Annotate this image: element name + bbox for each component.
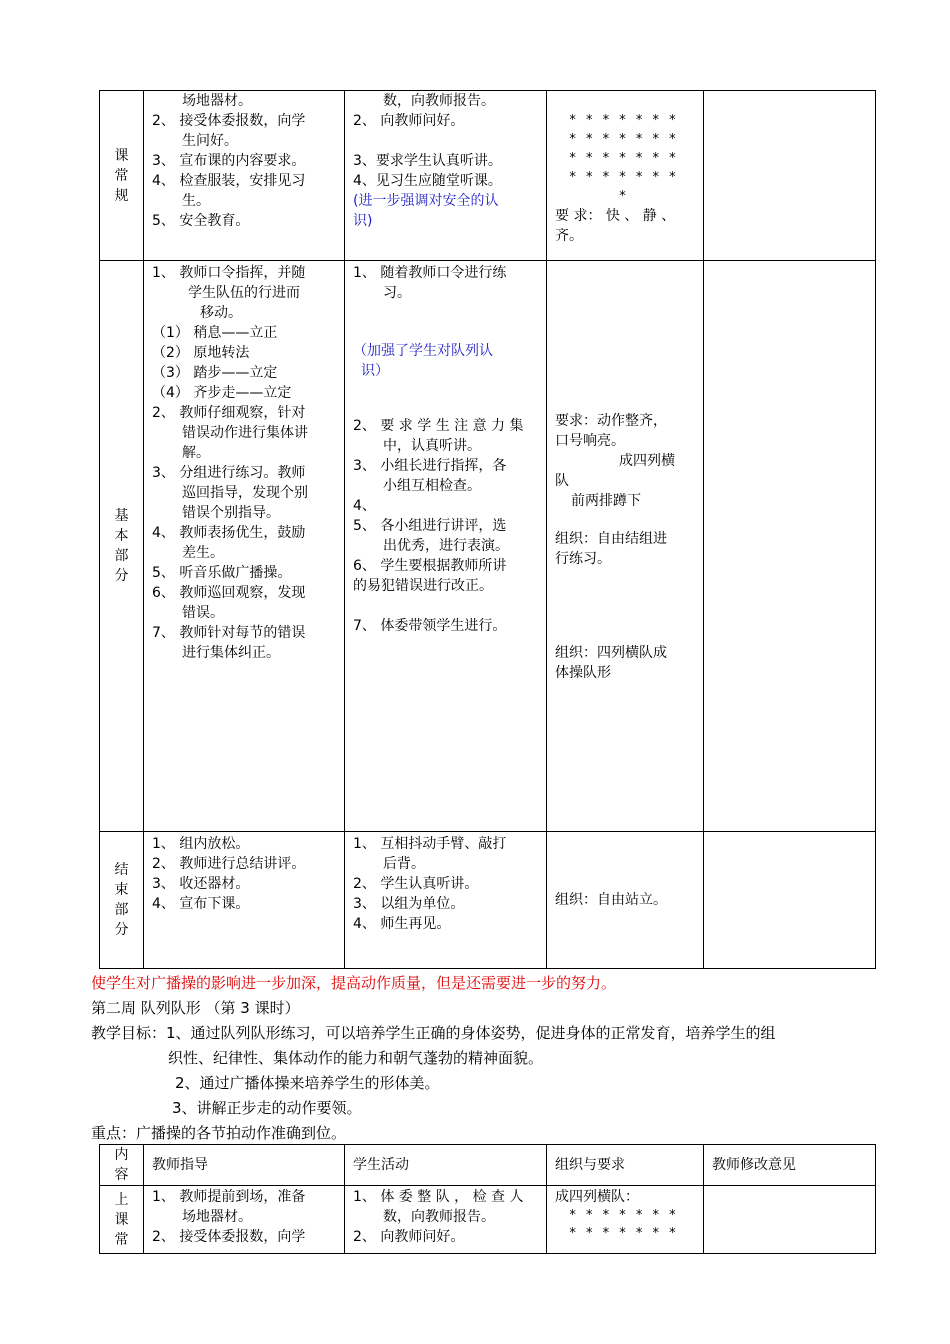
text-line: 移动。 [200,305,242,321]
text-line: 2、 向教师问好。 [353,1229,465,1245]
header-content: 内容 [114,1147,129,1183]
text-line: 行练习。 [555,551,611,567]
section-label: 基本部分 [114,508,129,584]
text-line: 5、 听音乐做广播操。 [152,565,292,581]
text-line: 差生。 [182,545,224,561]
text-line: 1、 体 委 整 队 ， 检 查 人 [353,1189,524,1205]
objectives-line: 织性、纪律性、集体动作的能力和朝气蓬勃的精神面貌。 [168,1049,544,1067]
section-cell [100,91,144,261]
lesson-table-2 [99,1144,876,1254]
organization-cell [547,832,704,969]
text-line: 7、 体委带领学生进行。 [353,618,507,634]
revision-cell [704,261,876,832]
table-row [100,1186,876,1254]
section-cell [100,1186,144,1254]
note-line: 识) [353,213,373,229]
organization-cell [547,1186,704,1254]
text-line: 2、 学生认真听讲。 [353,876,479,892]
text-line: 4、见习生应随堂听课。 [353,173,502,189]
text-line [353,131,546,151]
text-line: 2、 接受体委报数，向学 [152,113,306,129]
teacher-cell [144,261,345,832]
revision-cell [704,1186,876,1254]
text-line: 解。 [182,445,210,461]
text-line: 中，认真听讲。 [383,438,481,454]
text-line: 4、 [353,498,376,514]
text-line: 7、 教师针对每节的错误 [152,625,306,641]
text-line: 数，向教师报告。 [383,1209,495,1225]
text-line: 体操队形 [555,665,611,681]
teacher-cell [144,1186,345,1254]
text-line: 队 [555,473,569,489]
text-line: （1） 稍息——立正 [152,325,278,341]
text-line: （3） 踏步——立定 [152,365,278,381]
text-line: 1、 组内放松。 [152,836,250,852]
text-line: 出优秀，进行表演。 [383,538,509,554]
formation-stars: * * * * * * * [569,1226,679,1241]
header-student: 学生活动 [353,1157,409,1173]
column-header [100,1145,144,1186]
header-organization: 组织与要求 [555,1157,625,1173]
section-label: 结束部分 [114,862,129,938]
text-line: 1、 互相抖动手臂、敲打 [353,836,507,852]
text-line: 口号响亮。 [555,433,625,449]
text-line: 学生队伍的行进而 [188,285,300,301]
text-line: 小组互相检查。 [383,478,481,494]
text-line: 错误动作进行集体讲 [182,425,308,441]
table-row [100,91,876,261]
objectives-line: 3、讲解正步走的动作要领。 [172,1099,362,1117]
teacher-cell [144,91,345,261]
section-cell [100,832,144,969]
formation-stars: * * * * * * * [569,113,679,128]
text-line: 6、 学生要根据教师所讲 [353,558,507,574]
organization-cell [547,261,704,832]
section-cell [100,261,144,832]
text-line: 3、 小组长进行指挥，各 [353,458,507,474]
revision-cell [704,832,876,969]
text-line: 的易犯错误进行改正。 [353,578,493,594]
text-line: 生。 [182,193,210,209]
text-line: 2、 接受体委报数，向学 [152,1229,306,1245]
text-line: 巡回指导，发现个别 [182,485,308,501]
lesson-title: 第二周 队列队形 （第 3 课时） [91,999,300,1017]
objectives-line: 教学目标：1、通过队列队形练习，可以培养学生正确的身体姿势，促进身体的正常发育，培养学生的组 [91,1024,776,1042]
text-line: 1、 随着教师口令进行练 [353,265,507,281]
column-header [704,1145,876,1186]
text-line: 习。 [383,285,411,301]
text-line: 要求：动作整齐， [555,413,667,429]
lesson-table-1 [99,90,876,969]
text-line: 1、 教师口令指挥，并随 [152,265,306,281]
text-line: 数，向教师报告。 [383,93,495,109]
text-line: 4、 宣布下课。 [152,896,250,912]
header-teacher: 教师指导 [152,1157,208,1173]
text-line: 2、 教师进行总结讲评。 [152,856,306,872]
text-line: 5、 安全教育。 [152,213,250,229]
note-line: (进一步强调对安全的认 [353,193,499,209]
text-line: 场地器材。 [182,93,252,109]
text-line: 3、 宣布课的内容要求。 [152,153,306,169]
note-line: 识） [361,363,389,379]
column-header [547,1145,704,1186]
text-line: 3、 收还器材。 [152,876,250,892]
text-line: （4） 齐步走——立定 [152,385,292,401]
revision-cell [704,91,876,261]
text-line: 组织：自由结组进 [555,531,667,547]
text-line: 进行集体纠正。 [182,645,280,661]
text-line: 生问好。 [182,133,238,149]
student-cell [345,261,547,832]
table-row [100,261,876,832]
student-cell [345,1186,547,1254]
text-line: 1、 教师提前到场，准备 [152,1189,306,1205]
text-line: 3、 以组为单位。 [353,896,465,912]
teacher-cell [144,832,345,969]
text-line: 2、 教师仔细观察，针对 [152,405,306,421]
text-line: 错误个别指导。 [182,505,280,521]
objectives-line: 2、通过广播体操来培养学生的形体美。 [175,1074,440,1092]
formation-stars: * * * * * * * [569,170,679,185]
text-line: 4、 检查服装，安排见习 [152,173,306,189]
column-header [345,1145,547,1186]
text-line: 后背。 [383,856,425,872]
section-label: 上课常 [114,1191,129,1248]
text-line: 3、要求学生认真听讲。 [353,153,502,169]
text-line: 组织：自由站立。 [555,892,667,908]
formation-stars: * [619,189,629,204]
key-point: 重点：广播操的各节拍动作准确到位。 [91,1124,347,1142]
text-line: 场地器材。 [182,1209,252,1225]
table-row [100,832,876,969]
text-line: 成四列横 [619,453,675,469]
text-line: 5、 各小组进行讲评，选 [353,518,507,534]
text-line [353,596,546,616]
student-cell [345,832,547,969]
column-header [144,1145,345,1186]
formation-stars: * * * * * * * [569,132,679,147]
text-line: 错误。 [182,605,224,621]
formation-stars: * * * * * * * [569,1208,679,1223]
text-line: 组织：四列横队成 [555,645,667,661]
formation-stars: * * * * * * * [569,151,679,166]
section-label: 课常规 [114,147,129,204]
text-line: 要 求： 快 、 静 、 [555,208,676,224]
organization-cell [547,91,704,261]
text-line: 2、 要 求 学 生 注 意 力 集 [353,418,524,434]
text-line: 3、 分组进行练习。教师 [152,465,306,481]
text-line: （2） 原地转法 [152,345,250,361]
text-line: 4、 师生再见。 [353,916,451,932]
text-line: 齐。 [555,228,583,244]
text-line: 2、 向教师问好。 [353,113,465,129]
note-line: （加强了学生对队列认 [353,343,493,359]
reflection-note: 使学生对广播操的影响进一步加深，提高动作质量，但是还需要进一步的努力。 [91,974,617,992]
text-line: 前两排蹲下 [571,493,641,509]
header-row [100,1145,876,1186]
text-line: 6、 教师巡回观察，发现 [152,585,306,601]
text-line: 4、 教师表扬优生，鼓励 [152,525,306,541]
student-cell [345,91,547,261]
text-line: 成四列横队： [555,1189,639,1205]
header-revision: 教师修改意见 [712,1157,796,1173]
